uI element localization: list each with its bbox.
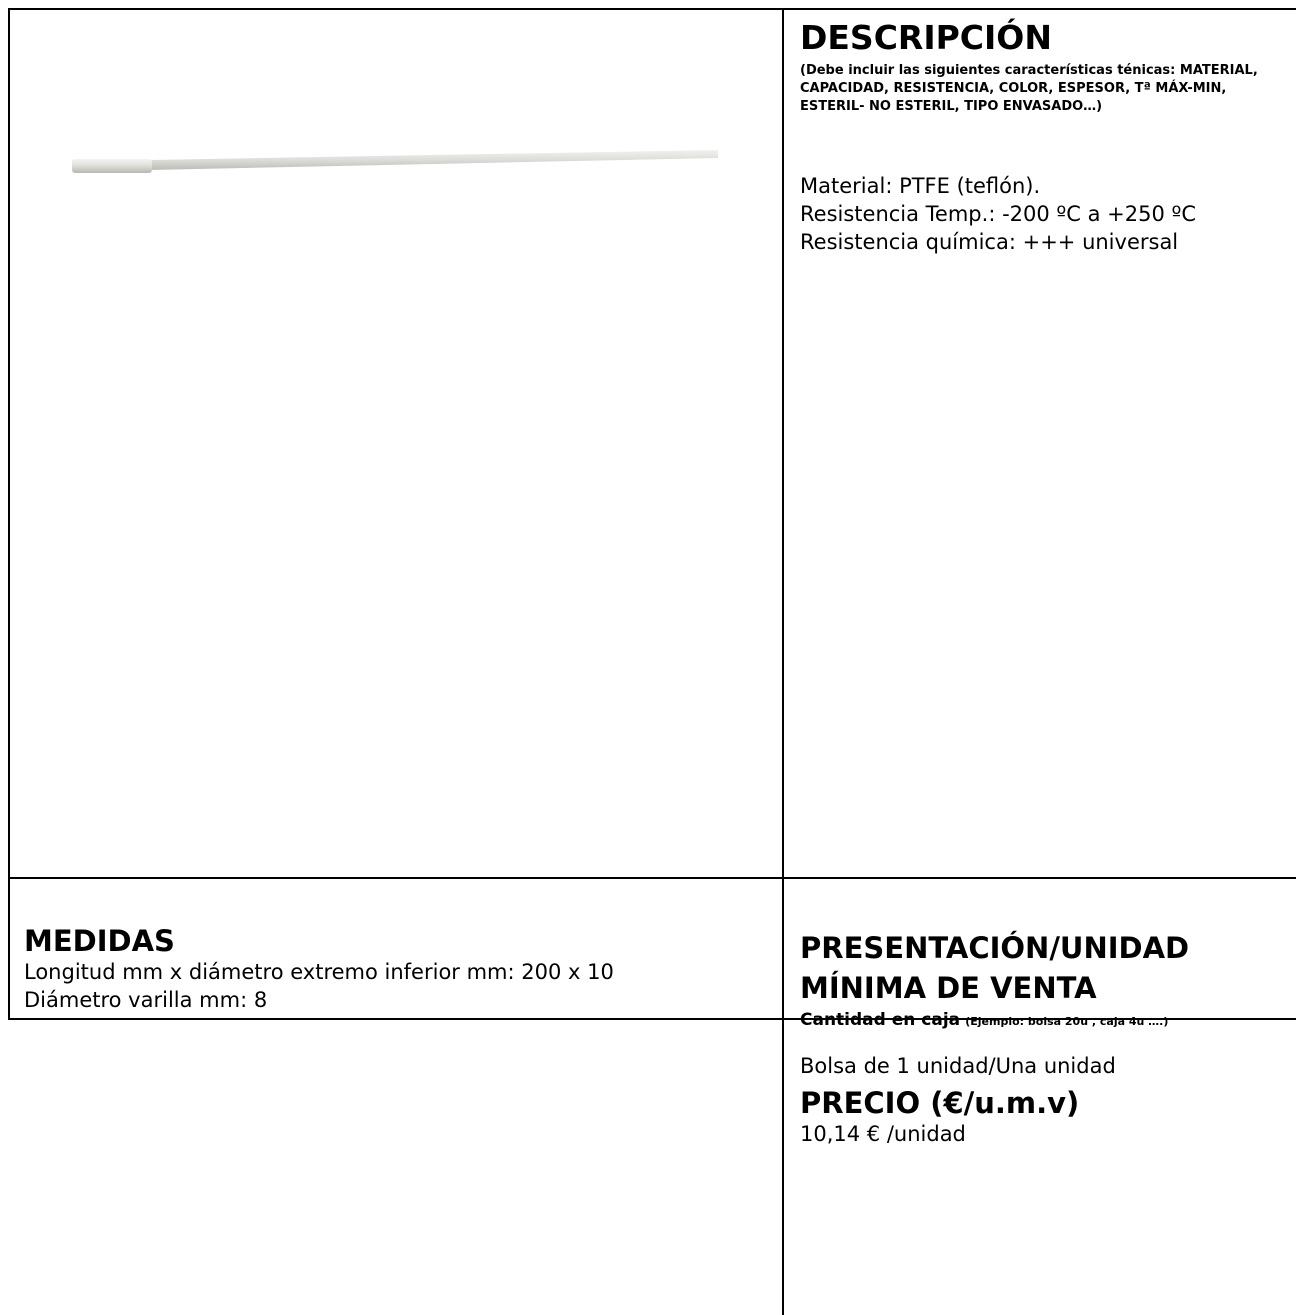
table-left-border (8, 8, 10, 1020)
precio-title: PRECIO (€/u.m.v) (800, 1086, 1080, 1120)
medidas-details (24, 958, 764, 1014)
table-top-border (8, 8, 1296, 10)
descripcion-line: Material: PTFE (teflón). (800, 174, 1041, 198)
descripcion-instructions: (Debe incluir las siguientes características ténicas: MATERIAL, CAPACIDAD, RESISTENCIA, COLOR, ESPESOR, Tª MÁX-MIN, ESTERIL- NO ESTERIL, TIPO ENVASADO…) (800, 63, 1258, 114)
medidas-line: Longitud mm x diámetro extremo inferior mm: 200 x 10 (24, 960, 614, 984)
product-image (72, 140, 722, 190)
descripcion-cell (800, 18, 1290, 256)
descripcion-line: Resistencia química: +++ universal (800, 230, 1179, 254)
precio-value: 10,14 € /unidad (800, 1122, 966, 1146)
presentacion-value: Bolsa de 1 unidad/Una unidad (800, 1054, 1116, 1078)
presentacion-subtitle-example: (Ejemplo: bolsa 20u , caja 4u ….) (965, 1015, 1169, 1028)
descripcion-line: Resistencia Temp.: -200 ºC a +250 ºC (800, 202, 1197, 226)
row-divider-1 (8, 877, 1296, 879)
presentacion-subtitle: Cantidad en caja (800, 1010, 961, 1030)
table-center-divider (782, 8, 784, 1315)
presentacion-cell (800, 928, 1294, 1080)
medidas-title: MEDIDAS (24, 924, 175, 958)
descripcion-details (800, 172, 1290, 256)
presentacion-title-line1: PRESENTACIÓN/UNIDAD (800, 931, 1190, 965)
medidas-line: Diámetro varilla mm: 8 (24, 988, 268, 1012)
medidas-cell (24, 924, 764, 1014)
presentacion-subtitle-row (800, 1010, 1294, 1030)
descripcion-title: DESCRIPCIÓN (800, 18, 1052, 57)
presentacion-title-line2: MÍNIMA DE VENTA (800, 971, 1097, 1005)
precio-cell (800, 1086, 1290, 1148)
